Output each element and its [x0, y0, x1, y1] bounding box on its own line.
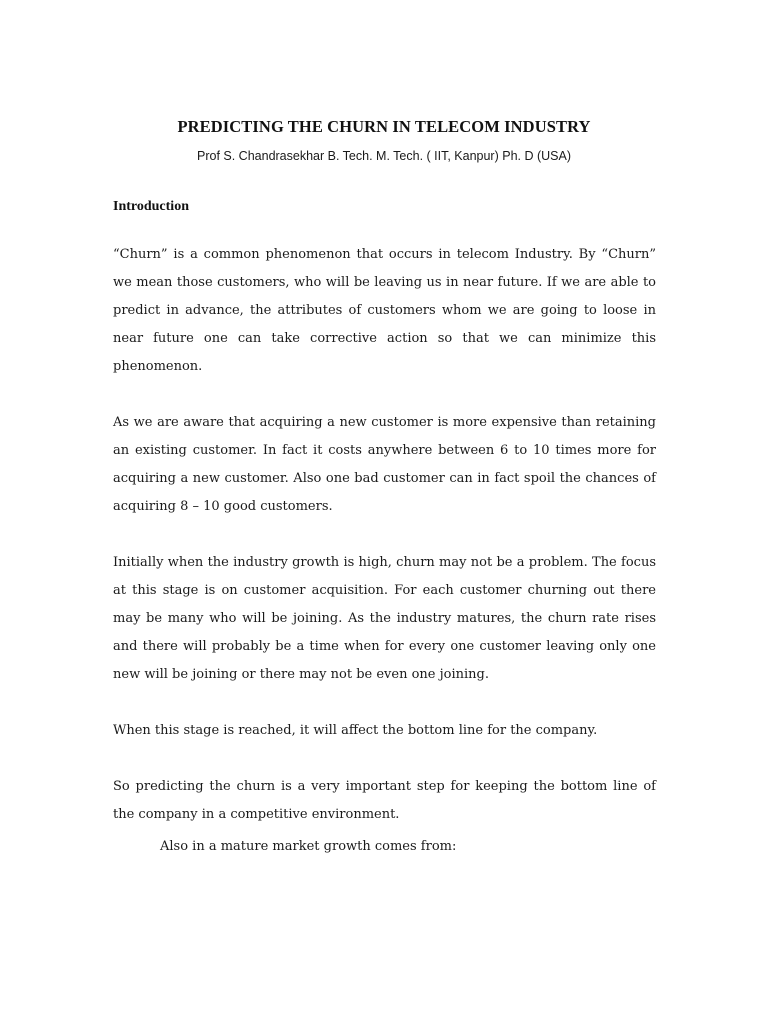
paragraph-2: As we are aware that acquiring a new customer is more expensive than retaining an existing customer. In fact it costs anywhere between 6 to 10 times more for acquiring a new customer. Also one bad customer can in fact spoil the chances of acquiring 8 – 10 good customers.	[113, 415, 656, 514]
paragraph-1: “Churn” is a common phenomenon that occurs in telecom Industry. By “Churn” we mean those customers, who will be leaving us in near future. If we are able to predict in advance, the attributes of customers whom we are going to loose in near future one can take corrective action so that we can minimize this phenomenon.	[113, 247, 656, 374]
paragraph-4: When this stage is reached, it will affect the bottom line for the company.	[113, 723, 598, 738]
paragraph-3: Initially when the industry growth is high, churn may not be a problem. The focus at this stage is on customer acquisition. For each customer churning out there may be many who will be joining. As the industry matures, the churn rate rises and there will probably be a time when for every one customer leaving only one new will be joining or there may not be even one joining.	[113, 555, 656, 682]
author-line: Prof S. Chandrasekhar B. Tech. M. Tech. ( IIT, Kanpur) Ph. D (USA)	[197, 149, 571, 163]
paragraph-5: So predicting the churn is a very important step for keeping the bottom line of the company in a competitive environment.	[113, 779, 656, 822]
section-heading: Introduction	[113, 199, 189, 214]
indented-line: Also in a mature market growth comes from:	[160, 839, 457, 854]
document-title: PREDICTING THE CHURN IN TELECOM INDUSTRY	[177, 117, 591, 136]
